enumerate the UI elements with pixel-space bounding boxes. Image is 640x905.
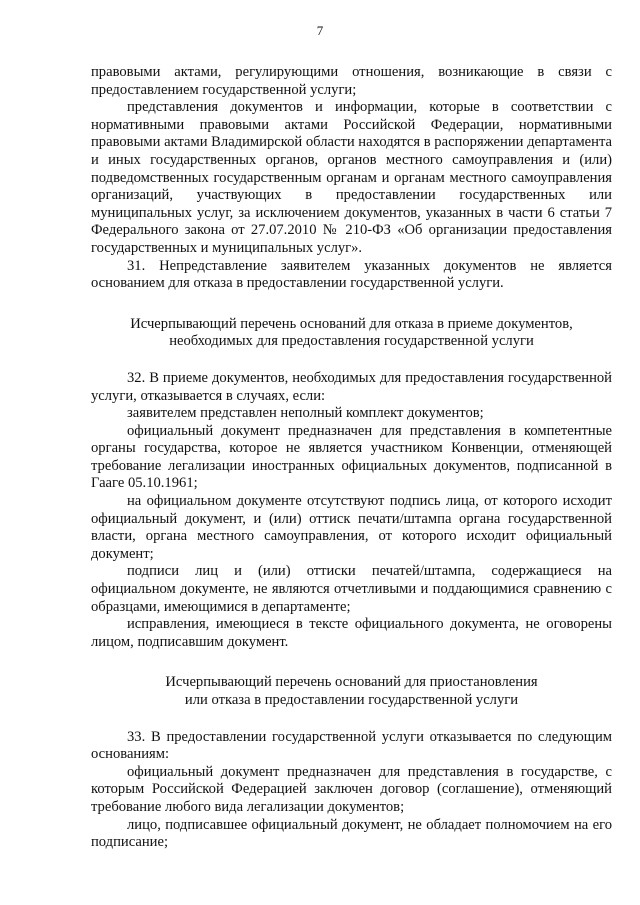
paragraph: лицо, подписавшее официальный документ, не обладает полномочием на его подписание;	[91, 816, 612, 851]
paragraph: подписи лиц и (или) оттиски печатей/штампа, содержащиеся на официальном документе, не являются отчетливыми и поддающимися сравнению с образцами, имеющимися в департаменте;	[91, 563, 612, 615]
section-heading-line: необходимых для предоставления государственной услуги	[169, 333, 534, 350]
page-number: 7	[316, 23, 324, 38]
spacer	[91, 651, 612, 674]
paragraph: 33. В предоставлении государственной услуги отказывается по следующим основаниям:	[91, 728, 612, 763]
paragraph: 32. В приеме документов, необходимых для предоставления государственной услуги, отказывается в случаях, если:	[91, 369, 612, 404]
paragraph: 31. Непредставление заявителем указанных документов не является основанием для отказа в предоставлении государственной услуги.	[91, 257, 612, 292]
paragraph: заявителем представлен неполный комплект документов;	[127, 405, 484, 422]
paragraph: исправления, имеющиеся в тексте официального документа, не оговорены лицом, подписавшим документ.	[91, 616, 612, 650]
section-heading	[91, 316, 612, 351]
section-heading-line: или отказа в предоставлении государственной услуги	[184, 692, 519, 708]
paragraph: официальный документ предназначен для представления в компетентные органы государства, которое не является участником Конвенции, отменяющей требование легализации иностранных официальных документов, подписанной в Гааге 05.10.1961;	[91, 422, 612, 492]
paragraph: официальный документ предназначен для представления в государстве, с которым Российской Федерацией заключен договор (соглашение), отменяющий требование любого вида легализации документов;	[91, 763, 612, 815]
spacer	[91, 293, 612, 316]
spacer	[91, 710, 612, 729]
paragraph: на официальном документе отсутствуют подпись лица, от которого исходит официальный документ, и (или) оттиск печати/штампа органа государственной власти, органа местного самоуправления, от которого исходит официальный документ;	[91, 493, 612, 562]
paragraph: правовыми актами, регулирующими отношения, возникающие в связи с предоставлением государственной услуги;	[91, 64, 612, 98]
section-heading	[91, 674, 612, 709]
section-heading-line: Исчерпывающий перечень оснований для отказа в приеме документов,	[130, 315, 573, 332]
spacer	[91, 351, 612, 370]
section-heading-line: Исчерпывающий перечень оснований для приостановления	[165, 674, 538, 691]
paragraph: представления документов и информации, которые в соответствии с нормативными правовыми актами Российской Федерации, нормативными правовыми актами Владимирской области находятся в распоряжении департамента и иных государственных органов, органов местного самоуправления и (или) подведомственных государственным органам и органам местного самоуправления организаций, участвующих в предоставлении государственных или муниципальных услуг, за исключением документов, указанных в части 6 статьи 7 Федерального закона от 27.07.2010 № 210-ФЗ «Об организации предоставления государственных и муниципальных услуг».	[91, 99, 612, 256]
document-body	[91, 64, 612, 852]
